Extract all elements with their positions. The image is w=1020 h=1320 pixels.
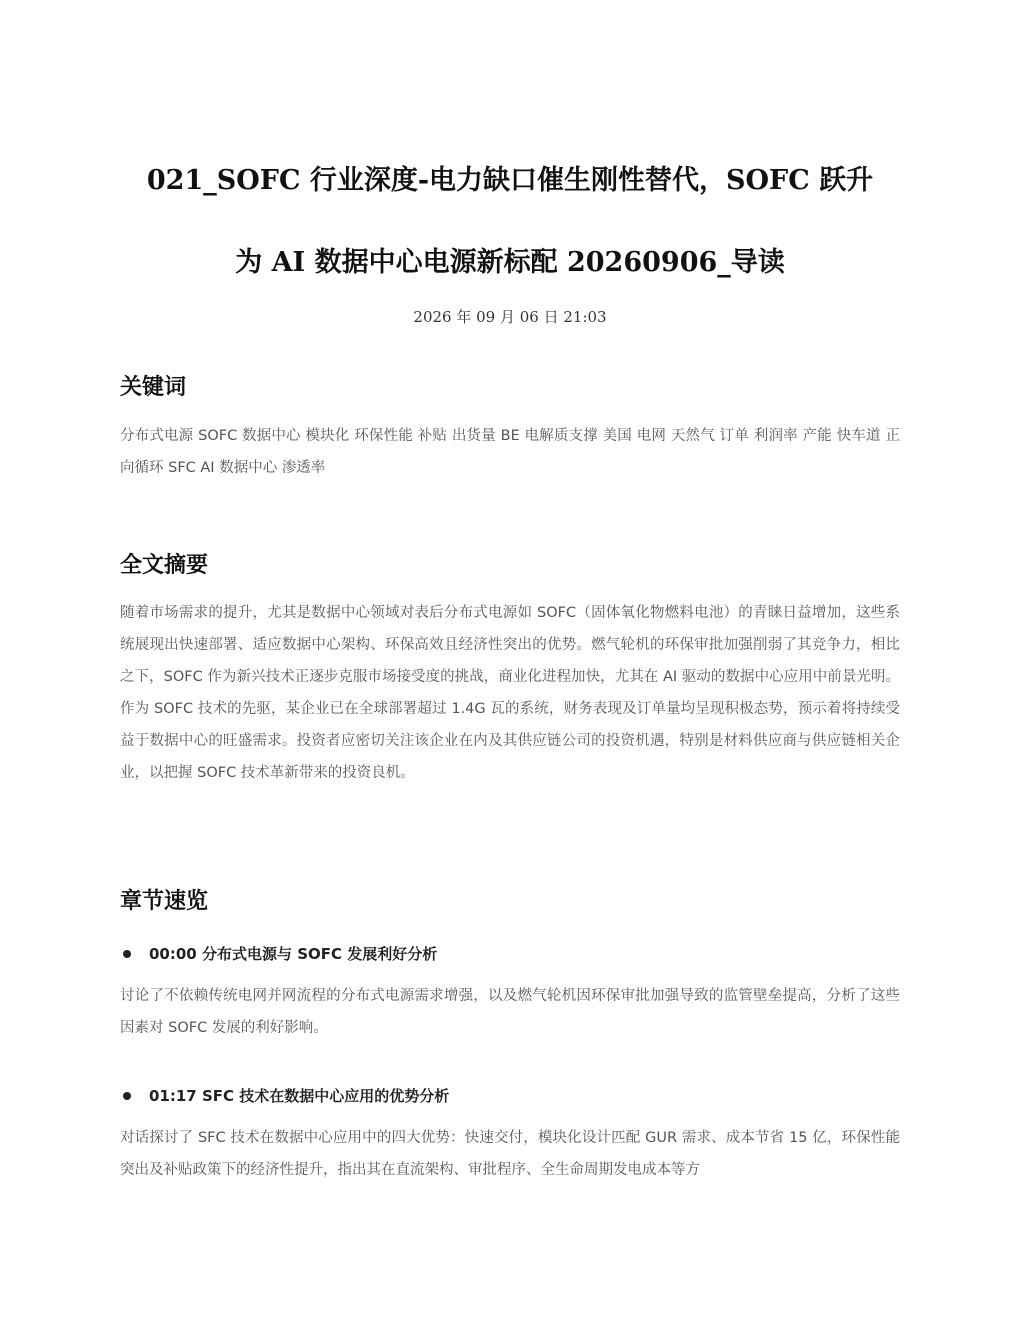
chapter-time-title: 00:00 分布式电源与 SOFC 发展利好分析 bbox=[149, 945, 438, 963]
title-line-2: 为 AI 数据中心电源新标配 20260906_导读 bbox=[235, 247, 785, 278]
summary-heading: 全文摘要 bbox=[120, 553, 209, 578]
chapter-desc: 讨论了不依赖传统电网并网流程的分布式电源需求增强，以及燃气轮机因环保审批加强导致的监管壁垒提高，分析了这些因素对 SOFC 发展的利好影响。 bbox=[120, 988, 900, 1036]
keywords-text: 分布式电源 SOFC 数据中心 模块化 环保性能 补贴 出货量 BE 电解质支撑 美国 电网 天然气 订单 利润率 产能 快车道 正向循环 SFC AI 数据中心 渗透率 bbox=[120, 428, 900, 476]
summary-text: 随着市场需求的提升，尤其是数据中心领域对表后分布式电源如 SOFC（固体氧化物燃料电池）的青睐日益增加，这些系统展现出快速部署、适应数据中心架构、环保高效且经济性突出的优势。燃气轮机的环保审批加强削弱了其竞争力，相比之下，SOFC 作为新兴技术正逐步克服市场接受度的挑战，商业化进程加快，尤其在 AI 驱动的数据中心应用中前景光明。作为 SOFC 技术的先驱，某企业已在全球部署超过 1.4G 瓦的系统，财务表现及订单量均呈现积极态势，预示着将持续受益于数据中心的旺盛需求。投资者应密切关注该企业在内及其供应链公司的投资机遇，特别是材料供应商与供应链相关企业，以把握 SOFC 技术革新带来的投资良机。 bbox=[120, 605, 900, 781]
document-title bbox=[120, 140, 900, 304]
title-line-1: 021_SOFC 行业深度-电力缺口催生刚性替代，SOFC 跃升 bbox=[146, 165, 874, 196]
bullet-icon bbox=[123, 950, 131, 958]
keywords-heading: 关键词 bbox=[120, 375, 187, 400]
chapters-heading: 章节速览 bbox=[120, 889, 209, 914]
chapter-item-title bbox=[120, 943, 900, 964]
chapter-item-title bbox=[120, 1085, 900, 1106]
document-date: 2026 年 09 月 06 日 21:03 bbox=[413, 308, 607, 326]
chapter-desc: 对话探讨了 SFC 技术在数据中心应用中的四大优势：快速交付，模块化设计匹配 GUR 需求、成本节省 15 亿，环保性能突出及补贴政策下的经济性提升，指出其在直流架构、审批程序、全生命周期发电成本等方 bbox=[120, 1130, 900, 1178]
chapter-time-title: 01:17 SFC 技术在数据中心应用的优势分析 bbox=[149, 1087, 450, 1105]
bullet-icon bbox=[123, 1092, 131, 1100]
